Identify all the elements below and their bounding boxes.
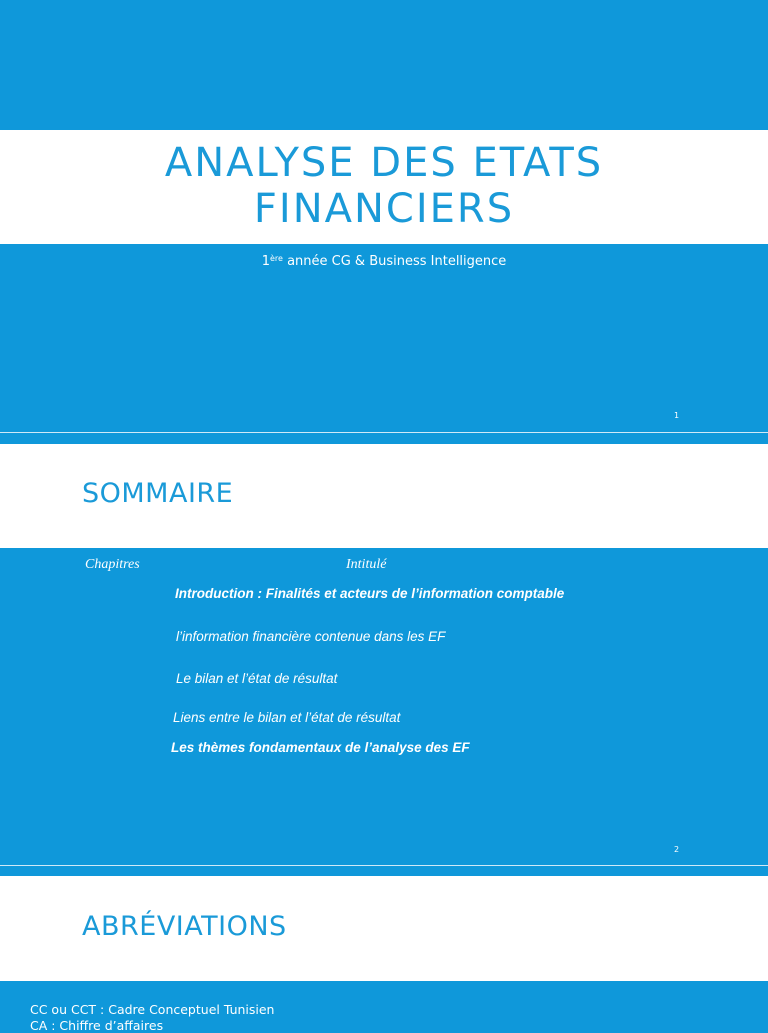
toc-item-themes-fondamentaux: Les thèmes fondamentaux de l’analyse des EF — [171, 740, 470, 755]
subtitle-text: année CG & Business Intelligence — [282, 254, 507, 269]
toc-item-information-financiere: l’information financière contenue dans les EF — [176, 629, 446, 644]
abbreviation-line-cc: CC ou CCT : Cadre Conceptuel Tunisien — [30, 1002, 275, 1017]
subtitle-superscript: ère — [269, 254, 283, 263]
toc-item-liens: Liens entre le bilan et l’état de résultat — [173, 710, 401, 725]
abbreviation-line-ca: CA : Chiffre d’affaires — [30, 1018, 164, 1033]
column-header-chapitres: Chapitres — [85, 557, 140, 572]
column-header-intitule: Intitulé — [346, 557, 387, 572]
abreviations-heading: ABRÉVIATIONS — [82, 911, 287, 942]
slide-separator — [0, 865, 768, 866]
slide-title-line-1: ANALYSE DES ETATS — [164, 140, 604, 186]
toc-item-introduction: Introduction : Finalités et acteurs de l’information comptable — [175, 586, 565, 601]
page-number-1: 1 — [674, 411, 680, 420]
slide-subtitle — [0, 254, 768, 269]
page-number-2: 2 — [674, 845, 680, 854]
sommaire-heading: SOMMAIRE — [82, 478, 234, 509]
slide-separator — [0, 432, 768, 433]
subtitle-year-number: 1 — [261, 254, 270, 269]
toc-item-bilan-etat-resultat: Le bilan et l’état de résultat — [176, 671, 338, 686]
slide-title-line-2: FINANCIERS — [253, 186, 515, 232]
